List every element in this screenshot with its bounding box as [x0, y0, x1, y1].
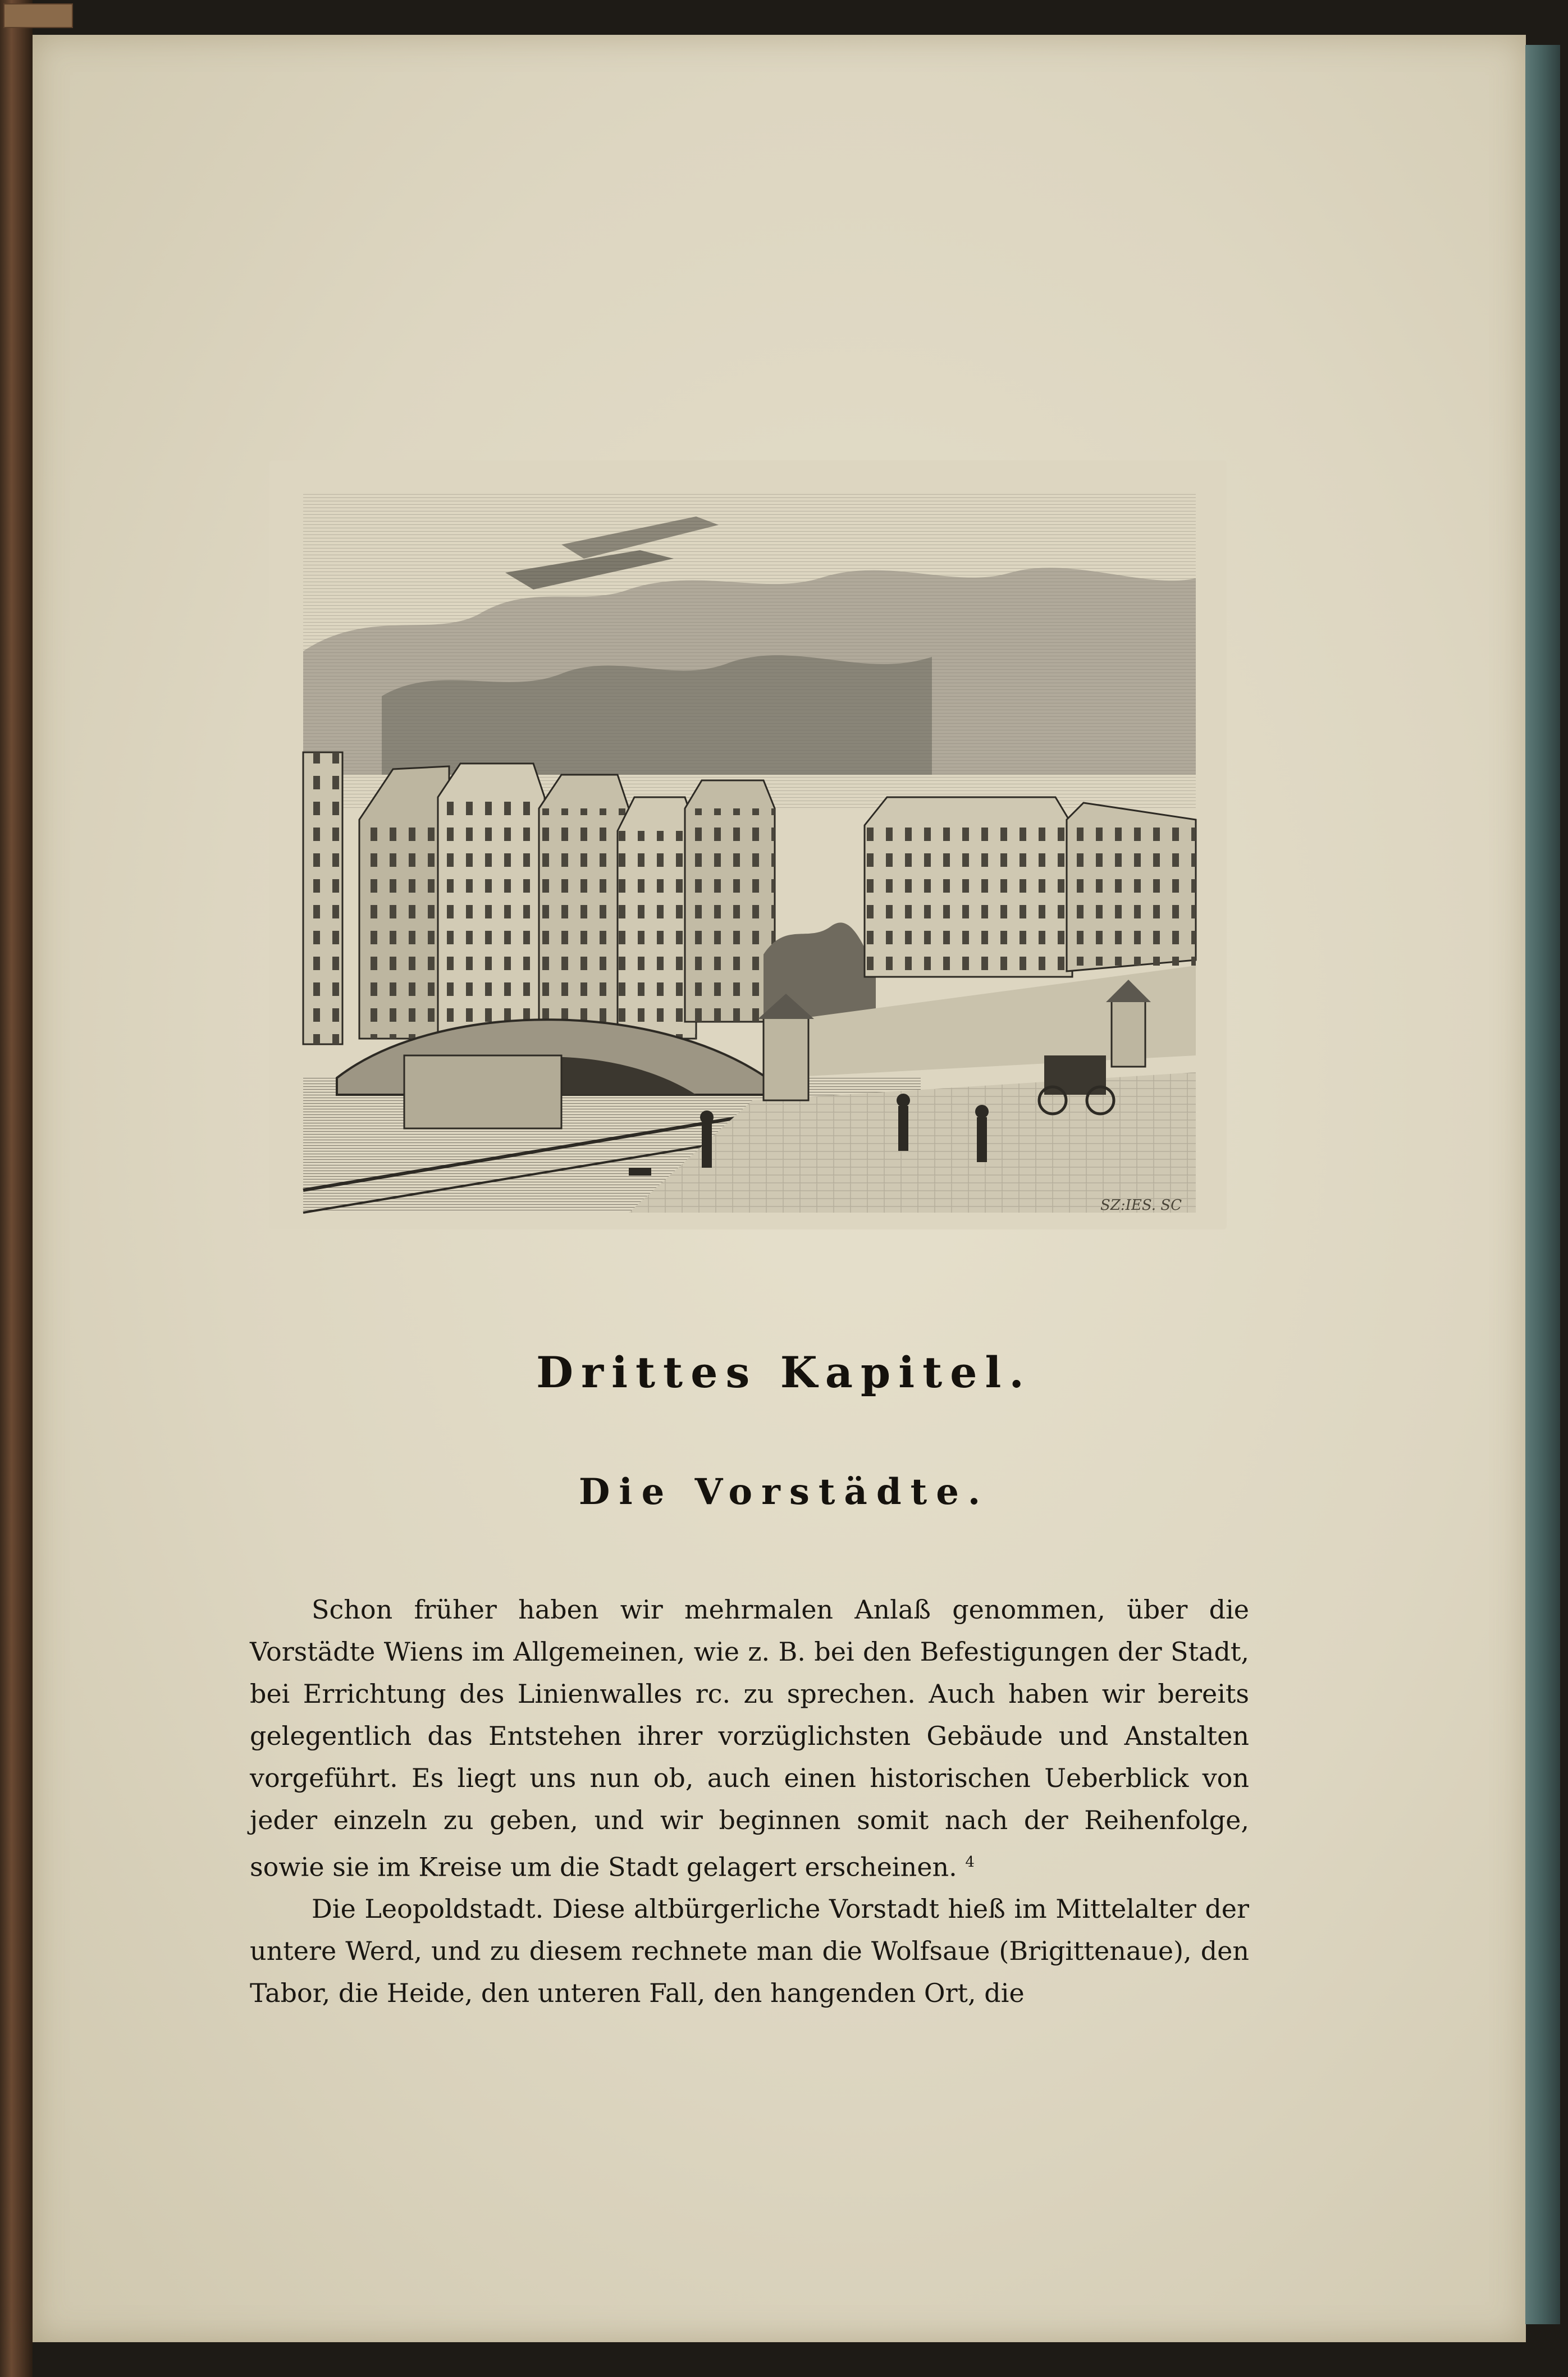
body-text [250, 1589, 1249, 2014]
paragraph [250, 1589, 1249, 1888]
paragraph-text: Die Leopoldstadt. Diese altbürgerliche Vorstadt hieß im Mittelalter der untere Werd, und zu diesem rechnete man die Wolfsaue (Brigittenaue), den Tabor, die Heide, den unteren Fall, den hangenden Ort, die [250, 1894, 1249, 2009]
footnote-marker: 4 [965, 1854, 975, 1871]
engraving-illustration [269, 460, 1227, 1229]
page-edge-stack [1525, 45, 1560, 2324]
book-spine [0, 0, 33, 2377]
paragraph-text: Schon früher haben wir mehrmalen Anlaß genommen, über die Vorstädte Wiens im Allgemeinen, wie z. B. bei den Befestigungen der Stadt, bei Errichtung des Linienwalles rc. zu sprechen. Auch haben wir bereits gelegentlich das Entstehen ihrer vorzüglichsten Gebäude und Anstalten vorgeführt. Es liegt uns nun ob, auch einen historischen Ueberblick von jeder einzeln zu geben, und wir beginnen somit nach der Reihenfolge, sowie sie im Kreise um die Stadt gelagert erscheinen. [250, 1594, 1249, 1882]
spine-label [3, 3, 73, 28]
engraver-signature: SZ:IES. SC [1100, 1197, 1182, 1214]
chapter-heading: Drittes Kapitel. [536, 1347, 1032, 1397]
section-heading: Die Vorstädte. [578, 1471, 990, 1513]
paragraph [250, 1888, 1249, 2014]
engraving-street-scene-icon [269, 460, 1227, 1229]
